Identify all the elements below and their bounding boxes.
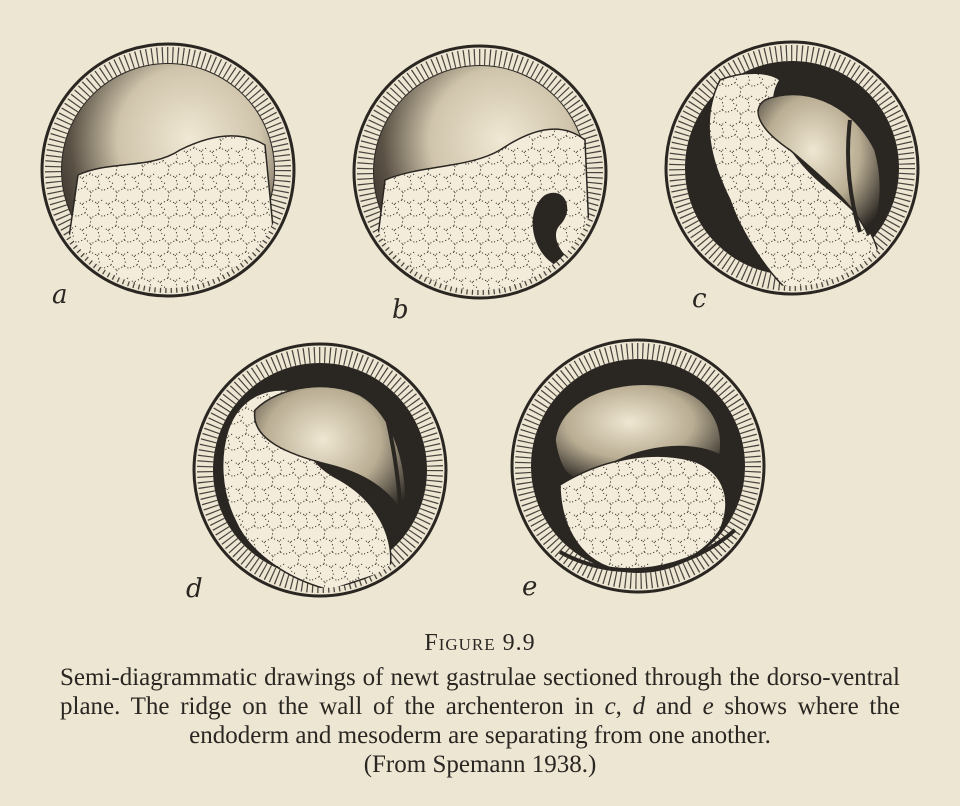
- panel-letter-a: a: [52, 280, 68, 310]
- panel-letter-e: e: [522, 572, 538, 602]
- caption-text-part: shows where the endoderm and mesoderm are separating from one another.: [189, 693, 900, 749]
- caption-text-part: and: [645, 693, 703, 720]
- gastrula-panel-a: [42, 44, 294, 310]
- panel-ref-d: d: [632, 693, 646, 720]
- gastrula-panel-d: [186, 344, 446, 604]
- panel-ref-c: c: [604, 693, 616, 720]
- gastrula-panel-b: [354, 46, 606, 325]
- figure-caption: [60, 630, 900, 779]
- caption-text-part: Semi-diagrammatic drawings of newt gastrulae sectioned through the dorso-ventral plane. The ridge on the wall of the archenteron in: [60, 664, 900, 720]
- panel-ref-e: e: [702, 693, 714, 720]
- caption-text-part: ,: [615, 693, 633, 720]
- panel-letter-c: c: [692, 284, 707, 314]
- figure-title: Figure 9.9: [424, 630, 536, 656]
- panel-letter-b: b: [392, 295, 409, 325]
- figure-source: (From Spemann 1938.): [363, 751, 597, 778]
- gastrula-panel-e: [512, 340, 764, 602]
- gastrula-panel-c: [666, 42, 918, 314]
- panel-letter-d: d: [186, 574, 203, 604]
- caption-text: [60, 663, 900, 750]
